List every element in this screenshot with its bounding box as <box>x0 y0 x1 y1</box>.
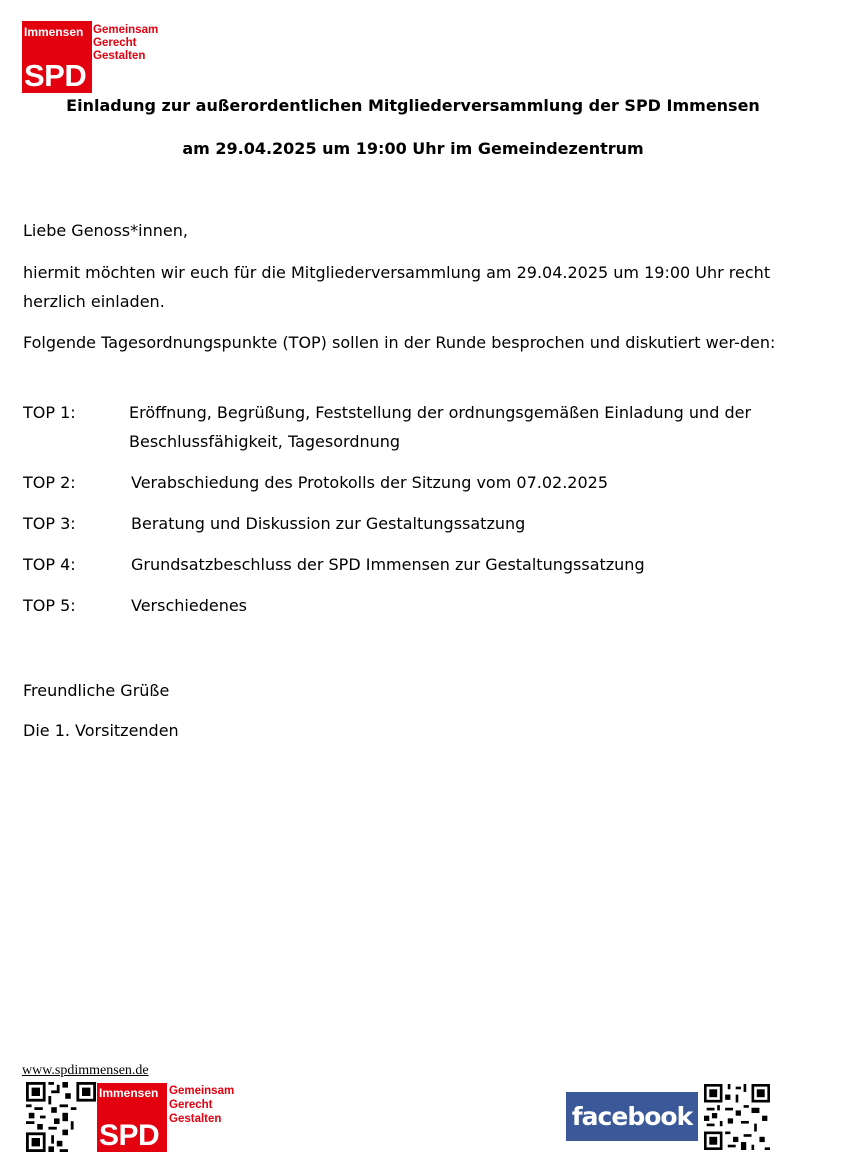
agenda-item <box>23 398 813 456</box>
agenda-intro-paragraph: Folgende Tagesordnungspunkte (TOP) sollen in der Runde besprochen und diskutiert wer-den: <box>23 333 776 352</box>
signature: Die 1. Vorsitzenden <box>23 721 179 740</box>
agenda-item-label: TOP 3: <box>23 514 76 533</box>
website-link[interactable]: www.spdimmensen.de <box>22 1063 149 1078</box>
logo-place: Immensen <box>24 25 84 39</box>
logo-place: Immensen <box>99 1086 159 1100</box>
agenda-item <box>23 509 813 538</box>
logo-tagline <box>93 25 158 64</box>
logo-tagline-1: Gemeinsam <box>93 24 159 36</box>
document-title: Einladung zur außerordentlichen Mitgliederversammlung der SPD Immensen <box>66 96 760 115</box>
facebook-qr-code-icon <box>704 1084 770 1150</box>
logo-party: SPD <box>99 1119 160 1152</box>
website-qr-code-icon <box>26 1082 96 1152</box>
facebook-icon[interactable]: facebook <box>566 1092 698 1141</box>
logo-party: SPD <box>24 58 87 93</box>
agenda-item <box>23 468 813 497</box>
footer-spd-logo <box>97 1083 234 1152</box>
spd-logo-box <box>97 1083 167 1152</box>
logo-tagline-3: Gestalten <box>93 50 146 62</box>
document-subtitle: am 29.04.2025 um 19:00 Uhr im Gemeindezentrum <box>182 139 644 158</box>
spd-logo-box <box>22 21 92 93</box>
agenda-item-text: Beratung und Diskussion zur Gestaltungssatzung <box>131 514 526 533</box>
logo-tagline-3: Gestalten <box>169 1113 222 1125</box>
intro-paragraph: hiermit möchten wir euch für die Mitgliederversammlung am 29.04.2025 um 19:00 Uhr recht herzlich einladen. <box>23 263 771 311</box>
logo-tagline-2: Gerecht <box>169 1099 213 1111</box>
agenda-item-label: TOP 4: <box>23 555 76 574</box>
agenda-item-text: Verschiedenes <box>131 596 248 615</box>
agenda-item-label: TOP 1: <box>23 403 76 422</box>
agenda-item-label: TOP 2: <box>23 473 76 492</box>
logo-tagline-2: Gerecht <box>93 37 137 49</box>
closing-regards: Freundliche Grüße <box>23 681 170 700</box>
agenda-item <box>23 591 813 620</box>
greeting: Liebe Genoss*innen, <box>23 221 188 240</box>
logo-tagline-1: Gemeinsam <box>169 1085 235 1097</box>
agenda-item-text: Verabschiedung des Protokolls der Sitzung vom 07.02.2025 <box>131 473 608 492</box>
agenda-item <box>23 550 813 579</box>
agenda-item-label: TOP 5: <box>23 596 76 615</box>
header-spd-logo <box>22 21 158 93</box>
logo-tagline <box>169 1086 234 1128</box>
agenda-item-text: Grundsatzbeschluss der SPD Immensen zur Gestaltungssatzung <box>131 555 645 574</box>
agenda-item-text: Eröffnung, Begrüßung, Feststellung der ordnungsgemäßen Einladung und der Beschlussfähigkeit, Tagesordnung <box>129 403 752 451</box>
